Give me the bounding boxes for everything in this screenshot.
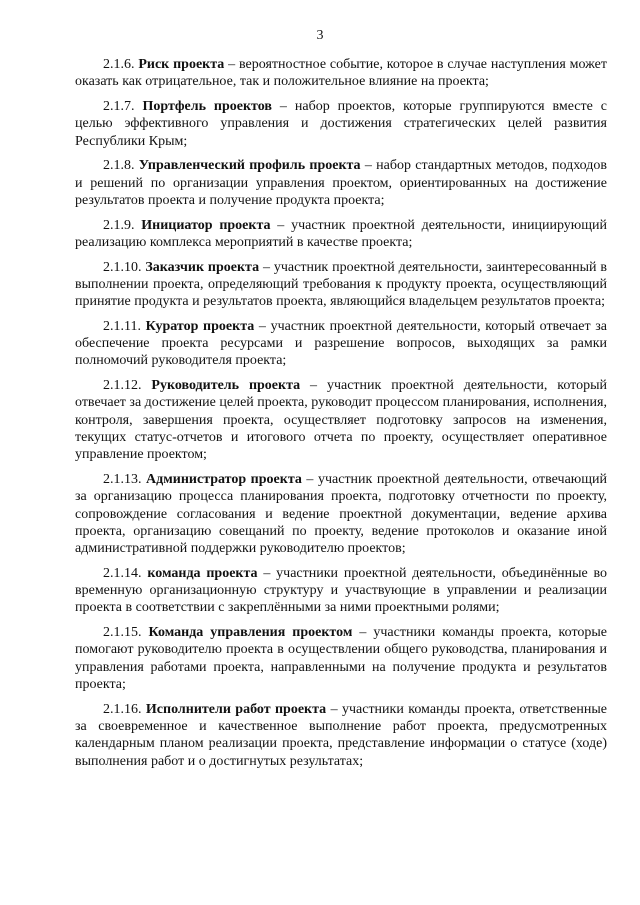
definition-item: 2.1.9. Инициатор проекта – участник проектной деятельности, инициирующий реализацию комплекса мероприятий в качестве проекта;: [75, 217, 608, 250]
term: Управленческий профиль проекта: [138, 158, 361, 174]
item-number: 2.1.8.: [103, 158, 135, 174]
item-number: 2.1.16.: [103, 701, 142, 717]
definition-text: участники команды проекта, ответственные за своевременное и качественное выполнение работ проекта, предусмотренных календарным планом реализации проекта, представление информации о статусе (ходе) выполнения работ и о достигнутых результатах;: [75, 701, 607, 769]
definition-text: участник проектной деятельности, заинтересованный в выполнении проекта, определяющий требования к продукту проекта, осуществляющий принятие продукта и результатов проекта, являющийся владельцем результатов проекта;: [75, 259, 607, 310]
definition-text: участник проектной деятельности, отвечающий за организацию процесса планирования проекта, подготовку отчетности по проекту, сопровождение согласования и ведение проектной документации, ведение архива проекта, организацию совещаний по проекту, ведение протоколов и оказание иной административной поддержки руководителю проектов;: [75, 471, 608, 557]
definition-item: 2.1.13. Администратор проекта – участник проектной деятельности, отвечающий за организацию процесса планирования проекта, подготовку отчетности по проекту, сопровождение согласования и ведение проектной документации, ведение архива проекта, организацию совещаний по проекту, ведение протоколов и оказание иной административной поддержки руководителю проектов;: [75, 471, 608, 557]
term: Администратор проекта: [146, 471, 302, 487]
definition-text: участники команды проекта, которые помогают руководителю проекта в осуществлении общего руководства, планирования и управления работами проекта, направленными на получение продукта и результатов проекта;: [75, 625, 608, 693]
item-number: 2.1.14.: [103, 565, 142, 581]
term: Куратор проекта: [145, 318, 255, 334]
definition-item: 2.1.16. Исполнители работ проекта – участники команды проекта, ответственные за своевременное и качественное выполнение работ проекта, предусмотренных календарным планом реализации проекта, представление информации о статусе (ходе) выполнения работ и о достигнутых результатах;: [75, 701, 607, 769]
definition-text: участники проектной деятельности, объединённые во временную организационную структуру и участвующие в управлении и реализации проекта в соответствии с закреплёнными за ними проектными ролями;: [75, 565, 608, 616]
definition-text: участник проектной деятельности, инициирующий реализацию комплекса мероприятий в качестве проекта;: [75, 217, 608, 250]
document-body: [75, 56, 607, 777]
definition-item: 2.1.12. Руководитель проекта – участник проектной деятельности, который отвечает за достижение целей проекта, руководит процессом планирования, исполнения, контроля, завершения проекта, осуществляет подготовку запросов на изменения, текущих статус-отчетов и итогового отчета по проекту, осуществляет оперативное управление проектом;: [75, 378, 608, 463]
item-number: 2.1.7.: [103, 98, 135, 114]
term: Заказчик проекта: [145, 259, 260, 275]
definition-item: 2.1.6. Риск проекта – вероятностное событие, которое в случае наступления может оказать как отрицательное, так и положительное влияние на проекта;: [75, 57, 607, 90]
item-number: 2.1.15.: [103, 625, 142, 641]
item-number: 2.1.10.: [103, 259, 142, 275]
item-number: 2.1.11.: [103, 318, 141, 334]
item-number: 2.1.12.: [103, 378, 142, 394]
definition-item: 2.1.10. Заказчик проекта – участник проектной деятельности, заинтересованный в выполнении проекта, определяющий требования к продукту проекта, осуществляющий принятие продукта и результатов проекта, являющийся владельцем результатов проекта;: [75, 259, 607, 310]
definition-text: набор стандартных методов, подходов и решений по организации управления проектом, ориентированных на достижение результатов проекта и получение продукта проекта;: [75, 158, 608, 208]
term: Команда управления проектом: [148, 625, 353, 641]
definition-item: 2.1.11. Куратор проекта – участник проектной деятельности, который отвечает за обеспечение проекта ресурсами и разрешение вопросов, выходящих за рамки полномочий руководителя проекта;: [75, 318, 608, 369]
term: Инициатор проекта: [141, 217, 271, 233]
definition-item: 2.1.14. команда проекта – участники проектной деятельности, объединённые во временную организационную структуру и участвующие в управлении и реализации проекта в соответствии с закреплёнными за ними проектными ролями;: [75, 565, 608, 616]
definition-item: 2.1.15. Команда управления проектом – участники команды проекта, которые помогают руководителю проекта в осуществлении общего руководства, планирования и управления работами проекта, направленными на получение продукта и результатов проекта;: [75, 625, 608, 693]
item-number: 2.1.13.: [103, 471, 142, 487]
definition-text: вероятностное событие, которое в случае наступления может оказать как отрицательное, так и положительное влияние на проекта;: [75, 57, 607, 90]
term: Риск проекта: [138, 57, 225, 72]
definition-item: 2.1.8. Управленческий профиль проекта – набор стандартных методов, подходов и решений по организации управления проектом, ориентированных на достижение результатов проекта и получение продукта проекта;: [75, 158, 608, 208]
item-number: 2.1.9.: [103, 217, 135, 233]
page-number: 3: [316, 28, 324, 43]
term: Портфель проектов: [142, 98, 272, 114]
definition-text: набор проектов, которые группируются вместе с целью эффективного управления и достижения стратегических целей развития Республики Крым;: [75, 98, 608, 149]
definition-text: участник проектной деятельности, который отвечает за обеспечение проекта ресурсами и разрешение вопросов, выходящих за рамки полномочий руководителя проекта;: [75, 318, 608, 369]
item-number: 2.1.6.: [103, 57, 135, 72]
definition-text: участник проектной деятельности, который отвечает за достижение целей проекта, руководит процессом планирования, исполнения, контроля, завершения проекта, осуществляет подготовку запросов на изменения, текущих статус-отчетов и итогового отчета по проекту, осуществляет оперативное управление проектом;: [75, 378, 608, 463]
definition-item: 2.1.7. Портфель проектов – набор проектов, которые группируются вместе с целью эффективного управления и достижения стратегических целей развития Республики Крым;: [75, 98, 608, 149]
term: Руководитель проекта: [151, 378, 301, 394]
term: команда проекта: [147, 565, 258, 581]
term: Исполнители работ проекта: [145, 701, 327, 717]
